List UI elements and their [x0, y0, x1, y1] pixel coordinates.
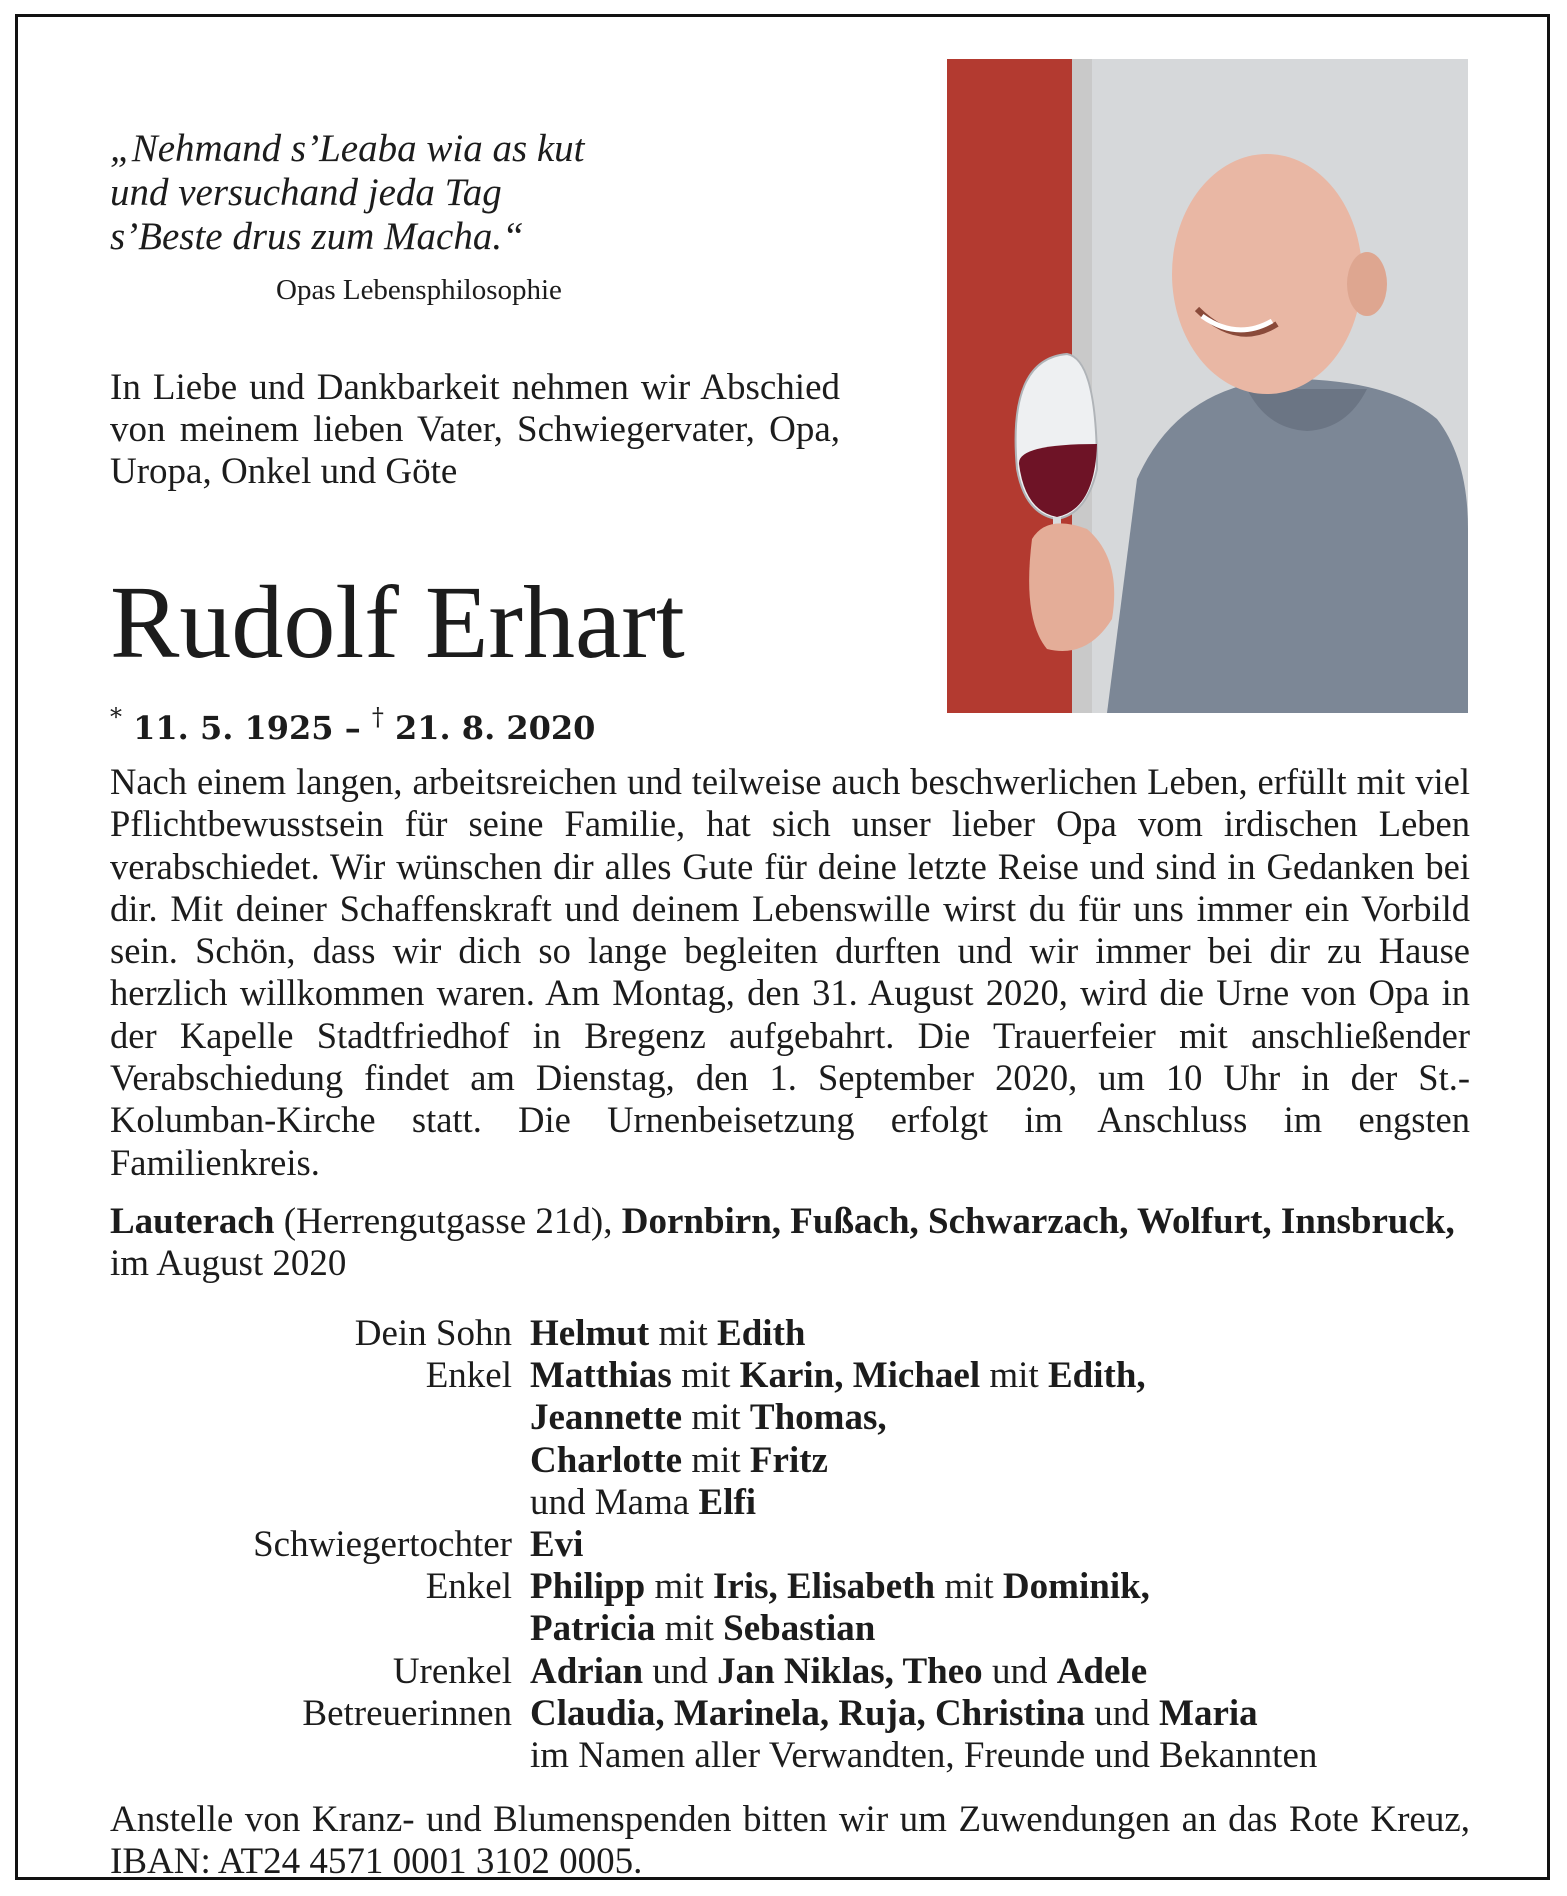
connector-text: und: [1085, 1692, 1160, 1734]
main-place: Lauterach: [110, 1201, 275, 1242]
other-places: Dornbirn, Fußach, Schwarzach, Wolfurt, Innsbruck,: [621, 1201, 1455, 1242]
quote-line: und versuchand jeda Tag: [110, 171, 502, 214]
family-row: [110, 1313, 1470, 1355]
connector-text: mit: [655, 1608, 724, 1650]
life-dates: [110, 697, 595, 748]
connector-text: und Mama: [530, 1481, 699, 1523]
relative-name: Patricia: [530, 1608, 656, 1650]
relative-names: [530, 1608, 1470, 1650]
relative-name: Matthias: [530, 1355, 672, 1397]
relative-name: Edith,: [1047, 1355, 1146, 1397]
family-row: [110, 1608, 1470, 1650]
relation-label: [110, 1397, 530, 1439]
ear: [1347, 252, 1387, 316]
relative-names: [530, 1566, 1470, 1608]
head: [1172, 154, 1362, 394]
relation-label: Urenkel: [392, 1650, 512, 1692]
connector-text: und: [643, 1650, 718, 1692]
relative-names: [530, 1693, 1470, 1735]
relative-names: [530, 1313, 1470, 1355]
places-line: [110, 1201, 1470, 1285]
relative-name: Helmut: [530, 1313, 650, 1354]
relative-name: Evi: [530, 1524, 584, 1566]
relative-name: Charlotte: [530, 1439, 683, 1481]
family-row: [110, 1651, 1470, 1693]
family-row: [110, 1566, 1470, 1608]
relative-name: Claudia, Marinela, Ruja, Christina: [530, 1692, 1086, 1734]
connector-text: mit: [645, 1566, 714, 1608]
address: (Herrengutgasse 21d),: [274, 1201, 622, 1242]
relative-name: Adele: [1056, 1650, 1148, 1692]
relative-name: Philipp: [530, 1566, 646, 1608]
relation-label: Schwiegertochter: [253, 1524, 512, 1566]
quote-source: Opas Lebensphilosophie: [276, 274, 562, 306]
relative-names: [530, 1355, 1470, 1397]
intro-text: In Liebe und Dankbarkeit nehmen wir Abschied von meinem lieben Vater, Schwiegervater, Opa, Uropa, Onkel und Göte: [110, 367, 840, 492]
connector-text: mit: [935, 1566, 1003, 1608]
date-separator: –: [333, 709, 372, 747]
relation-label: [110, 1482, 530, 1524]
connector-text: und: [982, 1650, 1057, 1692]
quote-line: s’Beste drus zum Macha.“: [110, 215, 524, 258]
relative-name: Jeannette: [530, 1397, 683, 1439]
relation-label: Dein Sohn: [354, 1313, 512, 1354]
relative-names: [530, 1651, 1470, 1693]
relative-name: Fritz: [749, 1439, 828, 1481]
relative-name: Maria: [1159, 1692, 1258, 1734]
relative-name: Elfi: [698, 1481, 757, 1523]
deceased-name: Rudolf Erhart: [110, 565, 685, 680]
relation-label: Enkel: [425, 1355, 512, 1397]
relative-name: Edith: [717, 1313, 806, 1354]
connector-text: mit: [649, 1313, 718, 1354]
relative-names: [530, 1735, 1470, 1777]
date-text: im August 2020: [110, 1243, 347, 1284]
family-row: [110, 1355, 1470, 1397]
relative-name: Iris, Elisabeth: [713, 1566, 936, 1608]
death-symbol: †: [371, 703, 384, 731]
quote: [110, 127, 620, 259]
connector-text: mit: [682, 1439, 750, 1481]
body-text: Nach einem langen, arbeitsreichen und teilweise auch beschwerlichen Leben, erfüllt mit viel Pflichtbewusstsein für seine Familie, hat sich unser lieber Opa vom irdischen Leben verabschiedet. Wir wünschen dir alles Gute für deine letzte Reise und sind in Gedanken bei dir. Mit deiner Schaffenskraft und deinem Lebenswille wirst du für uns immer ein Vorbild sein. Schön, dass wir dich so lange begleiten durften und wir immer bei dir zu Hause herzlich willkommen waren. Am Montag, den 31. August 2020, wird die Urne von Opa in der Kapelle Stadtfriedhof in Bregenz aufgebahrt. Die Trauerfeier mit anschließender Verabschiedung findet am Dienstag, den 1. September 2020, um 10 Uhr in der St.-Kolumban-Kirche statt. Die Urnenbeisetzung erfolgt im Anschluss im engsten Familienkreis.: [110, 761, 1470, 1183]
relative-names: [530, 1524, 1470, 1566]
relative-name: Thomas,: [749, 1397, 887, 1439]
relative-names: [530, 1482, 1470, 1524]
relation-label: [110, 1608, 530, 1650]
connector-text: mit: [980, 1355, 1048, 1397]
relative-names: [530, 1440, 1470, 1482]
relative-name: Sebastian: [723, 1608, 876, 1650]
birth-symbol: *: [110, 703, 122, 731]
obituary-notice: [15, 14, 1550, 1880]
donation-note: Anstelle von Kranz- und Blumenspenden bitten wir um Zuwendungen an das Rote Kreuz, IBAN: AT24 4571 0001 3102 0005.: [110, 1799, 1470, 1882]
family-row: [110, 1440, 1470, 1482]
family-row: [110, 1482, 1470, 1524]
relative-name: Jan Niklas, Theo: [717, 1650, 983, 1692]
relation-label: [110, 1440, 530, 1482]
relation-label: Enkel: [425, 1566, 512, 1608]
quote-line: „Nehmand s’Leaba wia as kut: [110, 127, 585, 170]
relative-names: [530, 1397, 1470, 1439]
family-row: [110, 1693, 1470, 1735]
relation-label: Betreuerinnen: [302, 1692, 512, 1734]
relative-name: Dominik,: [1002, 1566, 1150, 1608]
portrait-photo-icon: [947, 59, 1468, 713]
connector-text: mit: [671, 1355, 740, 1397]
connector-text: im Namen aller Verwandten, Freunde und Bekannten: [530, 1735, 1318, 1777]
family-row: [110, 1735, 1470, 1777]
relation-label: [110, 1735, 530, 1777]
family-row: [110, 1524, 1470, 1566]
family-row: [110, 1397, 1470, 1439]
family-list: [110, 1313, 1470, 1777]
birth-date: 11. 5. 1925: [133, 709, 334, 747]
portrait-photo: [947, 59, 1468, 713]
connector-text: mit: [682, 1397, 750, 1439]
relative-name: Adrian: [530, 1650, 644, 1692]
death-date: 21. 8. 2020: [394, 709, 596, 747]
relative-name: Karin, Michael: [739, 1355, 981, 1397]
